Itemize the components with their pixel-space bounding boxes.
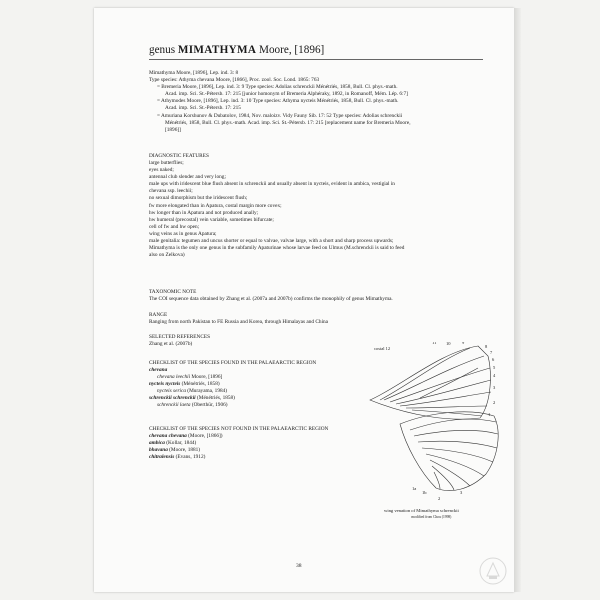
species-author: (Ménétriés, 1858) xyxy=(180,381,220,388)
diagnostic-item: cell of fw and hw open; xyxy=(149,223,200,230)
diagnostic-item: Mimathyma is the only one genus in the subfamily Apaturinae whose larvae feed on Ulmus (M.schrenckii is said to feed xyxy=(149,245,405,252)
diagnostic-item: antennal club slender and very long; xyxy=(149,174,226,181)
species-name: schrenckii laeta xyxy=(157,402,191,409)
diagnostic-item: large butterflies; xyxy=(149,160,184,166)
references-text: Zhang et al. (2007b) xyxy=(149,341,193,347)
title-rule xyxy=(149,59,483,60)
diagnostic-list xyxy=(149,160,404,259)
species-author: (Moore, [1866]) xyxy=(186,433,223,439)
forewing-vein xyxy=(406,406,487,408)
species-name: chevana chevana xyxy=(149,433,187,439)
hindwing-vein xyxy=(418,441,497,448)
synonymy-block xyxy=(149,70,411,134)
diagnostic-item: wing veins as in genus Apatura; xyxy=(149,230,217,237)
synonymy-line: = Athymodes Moore, [1896], Lep. ind. 3: 10 Type species: Athyma nycteis Ménétriés, 1858, Bull. Cl. phys.-math. xyxy=(157,98,399,105)
library-stamp-icon xyxy=(478,556,508,586)
range-section xyxy=(149,312,328,326)
synonymy-line: Mimathyma Moore, [1896], Lep. ind. 3: 8 xyxy=(149,70,239,76)
diagnostic-heading: DIAGNOSTIC FEATURES xyxy=(149,153,209,159)
vein-label: 1 xyxy=(488,412,491,417)
range-text: Ranging from north Pakistan to FE Russia and Korea, through Himalayas and China xyxy=(149,319,329,325)
vein-label: 3 xyxy=(460,490,463,495)
hindwing-vein xyxy=(414,430,498,436)
species-name: nycteis nycteis xyxy=(149,381,181,388)
palaearctic-list xyxy=(149,367,316,410)
vein-label: 7 xyxy=(490,350,493,355)
vein-label: 10 xyxy=(446,342,451,346)
hindwing-vein xyxy=(430,460,470,486)
title-genus: MIMATHYMA xyxy=(177,44,257,56)
synonymy-line: Type species: Athyma chevana Moore, [1866], Proc. zool. Soc. Lond. 1865: 763 xyxy=(149,77,320,84)
forewing-vein xyxy=(420,368,478,398)
hindwing-vein xyxy=(434,472,440,489)
species-author: (Oberthür, 1906) xyxy=(190,402,228,409)
diagnostic-item: hw longer than in Apatura and not produced anally; xyxy=(149,209,259,216)
references-heading: SELECTED REFERENCES xyxy=(149,334,211,340)
species-name: schrenckii schrenckii xyxy=(149,395,196,402)
vein-labels xyxy=(374,342,496,501)
other-checklist xyxy=(149,426,328,461)
synonymy-line: = Amuriana Korshunov & Dubatolov, 1984, Nov. maloizv. Vidy Fauny Sib. 17: 52 Type species: Adolias schrenckii xyxy=(157,112,403,119)
page-edge xyxy=(514,8,521,592)
vein-label: costal 12 xyxy=(374,346,391,351)
synonymy-line: [1896]] xyxy=(165,126,181,133)
diagnostic-item: male ups with iridescent blue flush absent in schrenckii and usually absent in nycteis, evident in ambica, vestigial in xyxy=(149,181,395,188)
species-entry xyxy=(149,367,316,374)
species-name: bhavana xyxy=(149,447,168,454)
species-name: chitralensis xyxy=(149,454,175,461)
diagnostic-item: fw more elongated than in Apatura, costal margin more covex; xyxy=(149,202,282,209)
species-name: nycteis serica xyxy=(157,388,186,395)
palaearctic-checklist xyxy=(149,360,316,410)
title-prefix: genus xyxy=(149,44,176,56)
species-author: (Moore, 1881) xyxy=(167,447,201,454)
taxonomic-text: The COI sequence data obtained by Zhang et al. (2007a and 2007b) confirms the monophily of genus Mimathyma. xyxy=(149,296,393,302)
diagnostic-item: male genitalia: tegumen and uncus shorter or equal to valvae, valvae large, with a short and sharp process upwards; xyxy=(149,238,394,245)
vein-label: 5 xyxy=(493,365,496,370)
caption-source: modified from Chou (1998) xyxy=(411,515,452,519)
vein-label: 11 xyxy=(432,342,437,345)
vein-label: 1a xyxy=(412,486,417,491)
synonymy-line: = Bremeria Moore, [1896], Lep. ind. 3: 9 Type species: Adolias schrenckii Ménétriés, 1858, Bull. Cl. phys.-math. xyxy=(157,84,398,91)
hindwing-vein xyxy=(410,419,496,430)
vein-label: 4 xyxy=(493,373,496,378)
vein-label: 1b xyxy=(422,490,427,495)
vein-label: 2 xyxy=(438,496,441,501)
title-author: Moore, [1896] xyxy=(259,44,325,56)
caption-text: wing venation of Mimathyma schrenckii xyxy=(384,508,459,513)
synonymy-line: Acad. imp. Sci. St.-Pétersb. 17: 215 [junior homonym of Bremeria Alphéraky, 1892, in Romanoff, Mém. Lép. 6:7] xyxy=(165,91,408,98)
hindwing-vein xyxy=(432,466,454,490)
hindwing-outline xyxy=(400,412,498,491)
diagnostic-item: also on Zelkova) xyxy=(149,252,185,259)
vein-label: 9 xyxy=(462,342,465,345)
figure-caption xyxy=(384,508,459,520)
palaearctic-heading: CHECKLIST OF THE SPECIES FOUND IN THE PALAEARCTIC REGION xyxy=(149,360,317,366)
diagnostic-item: eyes naked; xyxy=(149,167,174,174)
forewing-vein xyxy=(380,348,470,400)
hindwing-vein xyxy=(426,454,484,476)
taxonomic-section xyxy=(149,289,393,303)
forewing-vein xyxy=(400,392,491,406)
hindwing-vein xyxy=(422,448,493,462)
page-number: 38 xyxy=(296,563,302,569)
genus-title xyxy=(149,44,324,56)
species-entry xyxy=(149,402,316,409)
species-author: (Evans, 1912) xyxy=(174,454,206,461)
diagnostic-item: no sexual dimorphism but the iridescent flush; xyxy=(149,195,248,202)
species-author: (Ménétriés, 1858) xyxy=(195,395,235,402)
vein-label: 6 xyxy=(492,357,495,362)
forewing-outline xyxy=(370,346,490,419)
wing-venation-figure xyxy=(360,342,516,502)
references-section xyxy=(149,334,210,348)
species-author: (Kollar, 1844) xyxy=(164,440,197,447)
range-heading: RANGE xyxy=(149,312,168,318)
diagnostic-item: chevana ssp. leechii; xyxy=(149,188,193,195)
forewing-vein xyxy=(396,380,491,404)
species-entry xyxy=(149,454,328,461)
synonymy-line: Acad. imp. Sci. St.-Pétersb. 17: 215 xyxy=(165,105,241,112)
vein-label: 3 xyxy=(493,385,496,390)
other-list xyxy=(149,433,328,461)
vein-label: 8 xyxy=(485,344,488,349)
diagnostic-section xyxy=(149,153,404,259)
taxonomic-heading: TAXONOMIC NOTE xyxy=(149,289,197,295)
forewing-drawing xyxy=(370,346,491,419)
other-heading: CHECKLIST OF THE SPECIES NOT FOUND IN THE PALAEARCTIC REGION xyxy=(149,426,329,432)
hindwing-drawing xyxy=(400,412,498,491)
species-author: Moore, [1896] xyxy=(190,374,223,381)
synonymy-line: Ménétriés, 1858, Bull. Cl. phys.-math. Acad. imp. Sci. St.-Pétersb. 17: 215 [replacement name for Bremeria Moore, xyxy=(165,119,411,126)
species-author: (Murayama, 1984) xyxy=(185,388,228,395)
vein-label: 2 xyxy=(493,400,496,405)
species-name: chevana leechii xyxy=(157,374,191,381)
diagnostic-item: hw humeral (precostal) vein variable, sometimes bifurcate; xyxy=(149,216,274,223)
species-name: ambica xyxy=(149,440,165,447)
species-name: chevana xyxy=(149,367,168,373)
